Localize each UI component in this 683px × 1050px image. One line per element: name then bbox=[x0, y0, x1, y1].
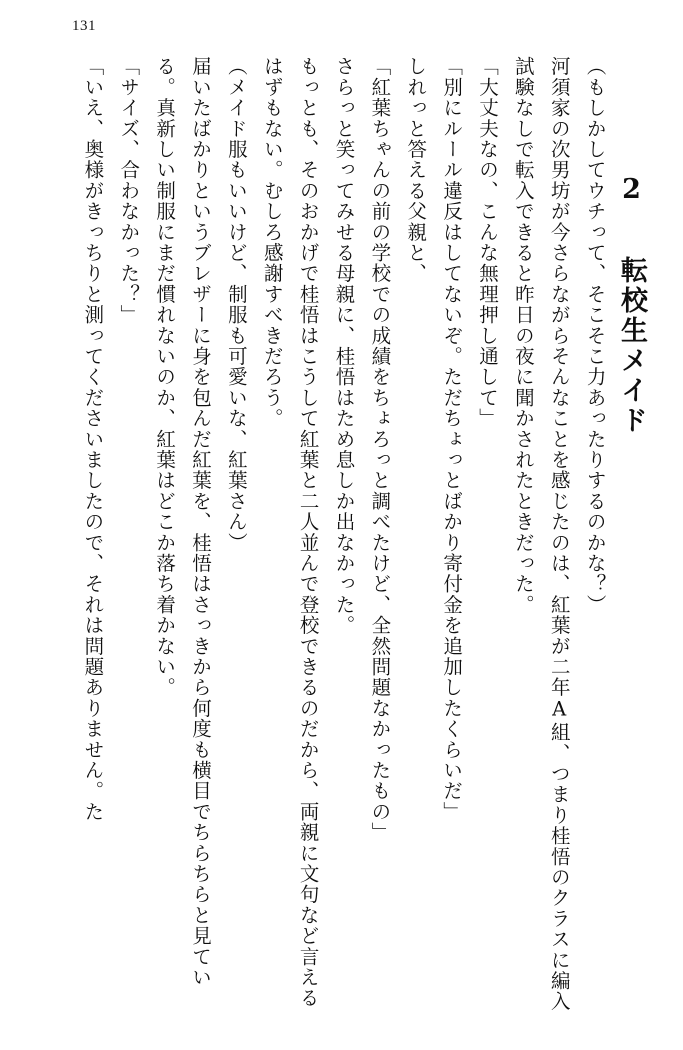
paragraph: 河須家の次男坊が今さらながらそんなことを感じたのは、紅葉が二年A組、つまり桂悟のクラスに編入試験なしで転入できると昨日の夜に聞かされたときだった。 bbox=[511, 56, 571, 1012]
paragraph: 「紅葉ちゃんの前の学校での成績をちょろっと調べたけど、全然問題なかったもの」 bbox=[368, 56, 392, 843]
paragraph: （もしかしてウチって、そこそこ力あったりするのかな？） bbox=[583, 56, 607, 615]
vertical-text-body bbox=[40, 56, 649, 1026]
paragraph: （メイド服もいいけど、制服も可愛いな、紅葉さん） bbox=[224, 56, 248, 553]
chapter-number: 2 bbox=[616, 174, 647, 208]
paragraph: 「いえ、奥様がきっちりと測ってくださいましたので、それは問題ありません。た bbox=[81, 56, 105, 822]
paragraph: さらっと笑ってみせる母親に、桂悟はため息しか出なかった。 bbox=[332, 56, 356, 636]
paragraph: もっとも、そのおかげで桂悟はこうして紅葉と二人並んで登校できるのだから、両親に文句など言えるはずもない。むしろ感謝すべきだろう。 bbox=[260, 56, 320, 1009]
paragraph: 届いたばかりというブレザーに身を包んだ紅葉を、桂悟はさっきから何度も横目でちらちらと見ている。真新しい制服にまだ慣れないのか、紅葉はどこか落ち着かない。 bbox=[153, 56, 212, 988]
paragraph: 「サイズ、合わなかった？」 bbox=[117, 56, 141, 326]
paragraph: しれっと答える父親と、 bbox=[404, 56, 428, 284]
chapter-title: 転校生メイド bbox=[616, 256, 647, 436]
paragraph: 「大丈夫なの、こんな無理押し通して」 bbox=[475, 56, 499, 429]
paragraph: 「別にルール違反はしてないぞ。ただちょっとばかり寄付金を追加したくらいだ」 bbox=[440, 56, 464, 822]
page-number: 131 bbox=[72, 18, 96, 34]
chapter-heading bbox=[613, 56, 649, 1026]
